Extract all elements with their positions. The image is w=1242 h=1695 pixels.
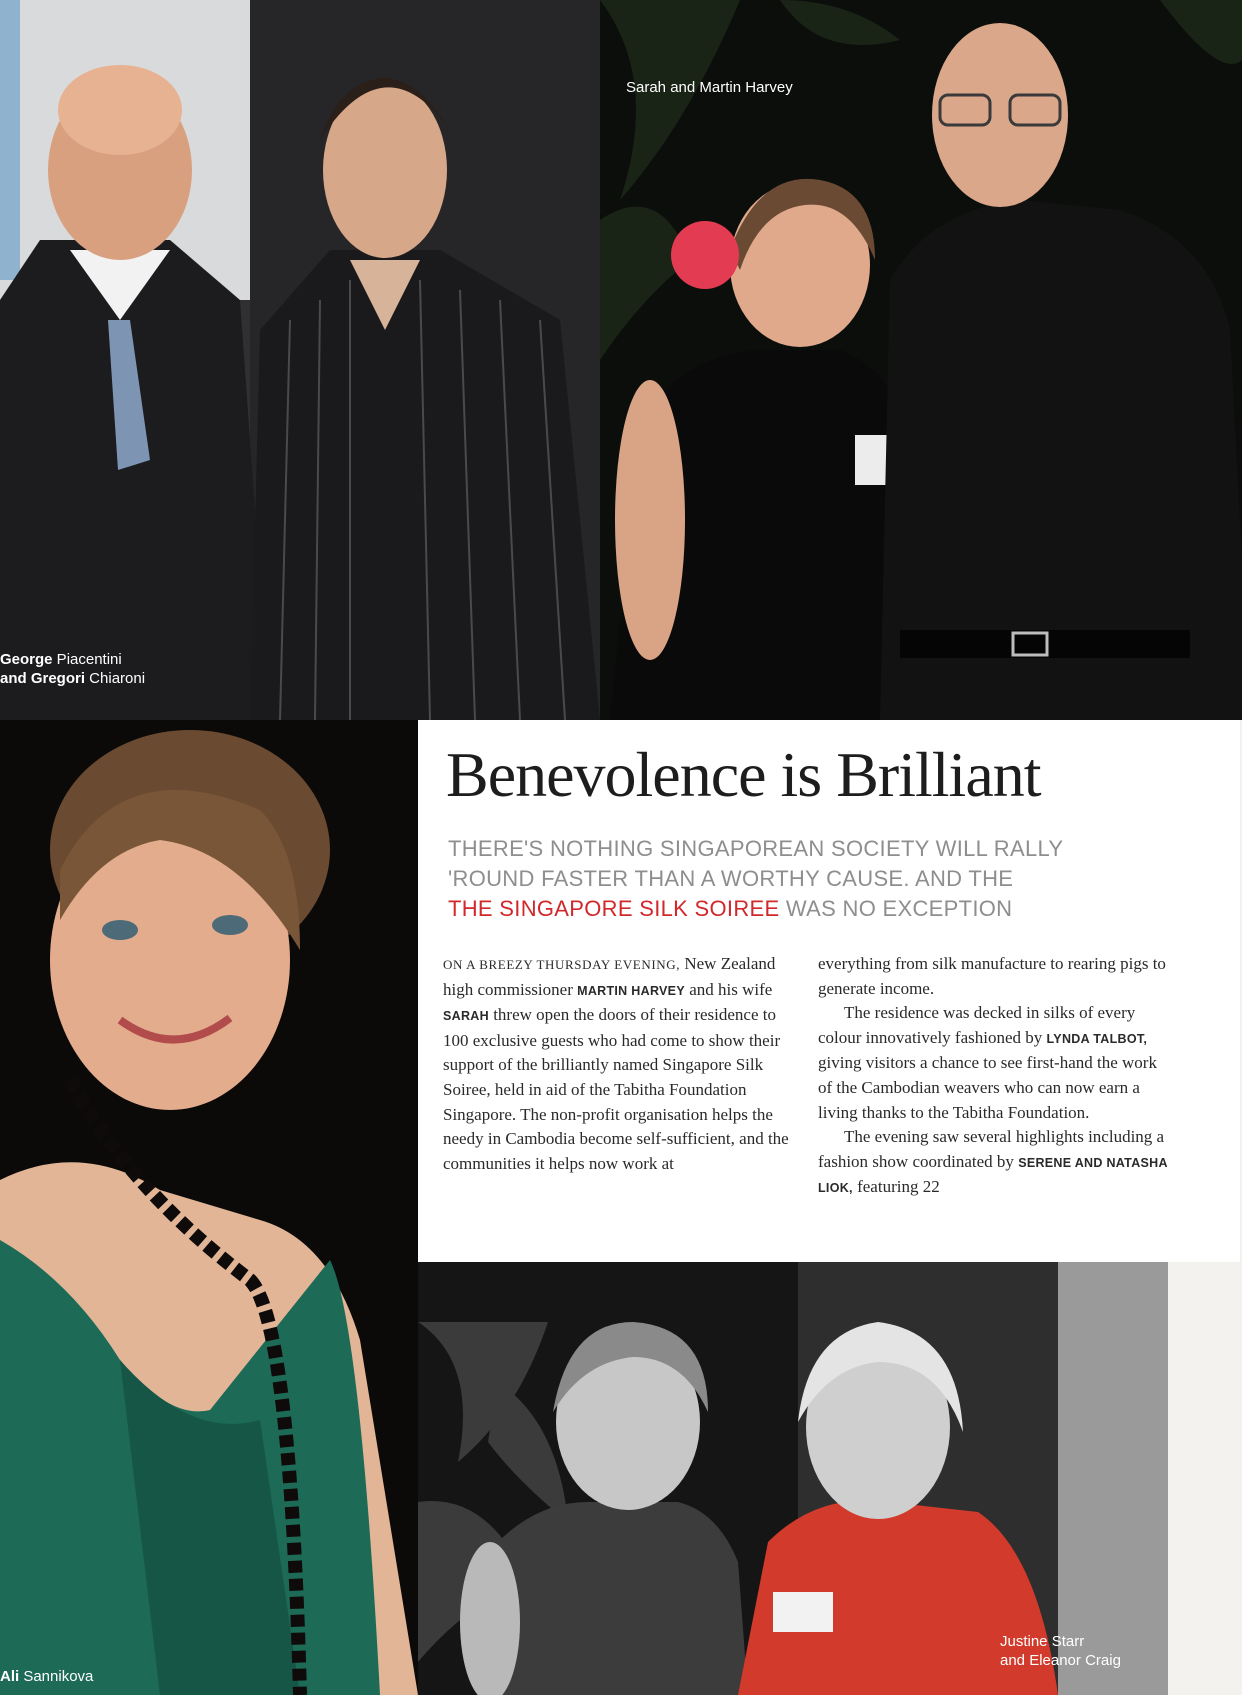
body-column-1: ON A BREEZY THURSDAY EVENING, New Zealand high commissioner MARTIN HARVEY and his wife SARAH threw open the doors of their residence to 100 exclusive guests who had come to show their support of the brilliantly named Singapore Silk Soiree, held in aid of the Tabitha Foundation Singapore. The non-profit organisation helps the needy in Cambodia become self-sufficient, and the communities it helps now work at: [443, 954, 789, 1173]
caption-justine-eleanor: Justine Starr and Eleanor Craig: [1000, 1633, 1121, 1669]
headline: Benevolence is Brilliant: [446, 739, 1041, 810]
deck-line-2: 'ROUND FASTER THAN A WORTHY CAUSE. AND THE: [448, 866, 1014, 891]
name-sarah: SARAH: [443, 1009, 489, 1024]
deck-line-1: THERE'S NOTHING SINGAPOREAN SOCIETY WILL RALLY: [448, 836, 1064, 861]
photo-sarah-and-martin: [600, 0, 1242, 720]
article-panel: [418, 720, 1240, 1262]
name-serene-natasha-liok: SERENE AND NATASHA LIOK,: [818, 1155, 1168, 1196]
body-column-2: everything from silk manufacture to rearing pigs to generate income. The residence was decked in silks of every colour innovatively fashioned by LYNDA TALBOT, giving visitors a chance to see first-hand the work of the Cambodian weavers who can now earn a living thanks to the Tabitha Foundation. The evening saw several highlights including a fashion show coordinated by SERENE AND NATASHA LIOK, featuring 22: [818, 954, 1168, 1197]
deck-line-3: THE SINGAPORE SILK SOIREE WAS NO EXCEPTION: [448, 896, 1013, 921]
name-martin-harvey: MARTIN HARVEY: [577, 983, 685, 998]
caption-sarah-martin: Sarah and Martin Harvey: [626, 79, 793, 96]
photo-ali-sannikova: [0, 720, 418, 1695]
name-lynda-talbot: LYNDA TALBOT,: [1046, 1031, 1148, 1046]
page-margin: [1168, 1262, 1242, 1695]
lead-in: ON A BREEZY THURSDAY EVENING,: [443, 957, 681, 972]
deck: [448, 834, 1208, 924]
caption-george-gregori: George Piacentini and Gregori Chiaroni: [0, 651, 146, 687]
photo-george-and-gregori: [0, 0, 600, 720]
deck-highlight: THE SINGAPORE SILK SOIREE: [448, 896, 780, 921]
photo-justine-and-eleanor: [418, 1262, 1168, 1695]
caption-ali-sannikova: Ali Sannikova: [0, 1668, 94, 1685]
